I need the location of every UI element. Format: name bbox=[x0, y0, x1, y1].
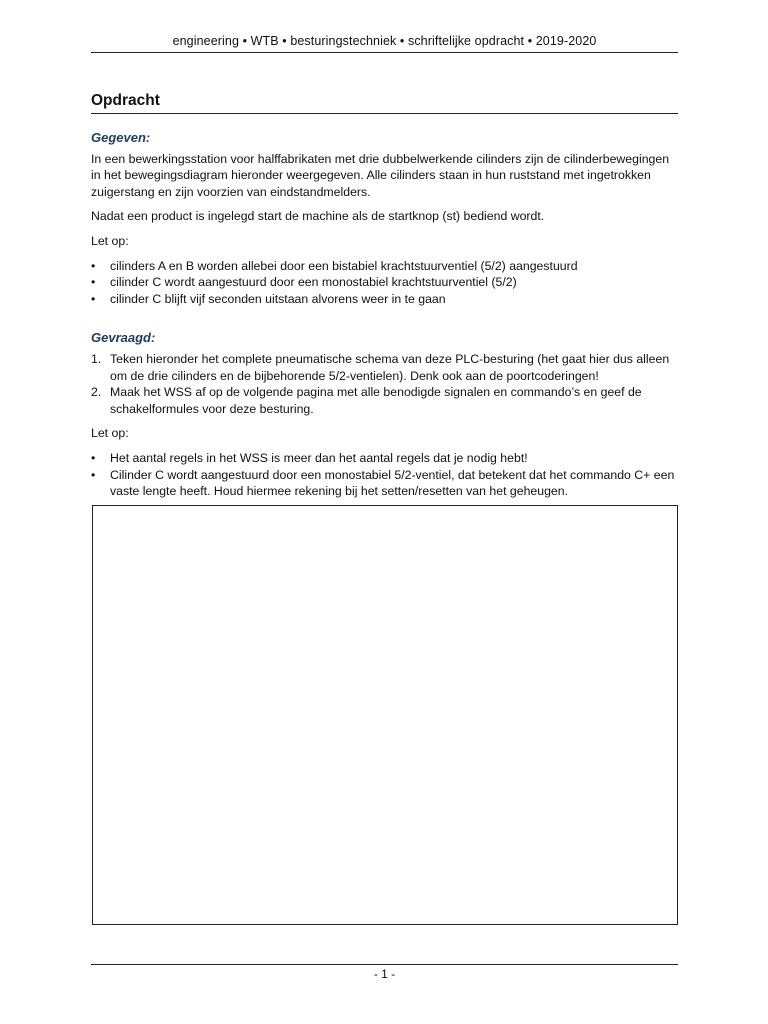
list-item bbox=[91, 291, 681, 308]
bullet-icon: • bbox=[91, 275, 96, 290]
page-header: engineering • WTB • besturingstechniek • schriftelijke opdracht • 2019-2020 bbox=[172, 34, 597, 48]
bullet-text: cilinder C wordt aangestuurd door een monostabiel krachtstuurventiel (5/2) bbox=[110, 275, 517, 290]
list-item bbox=[91, 450, 681, 467]
gegeven-bullet-list bbox=[91, 258, 681, 308]
gevraagd-bullet-list bbox=[91, 450, 681, 500]
bullet-icon: • bbox=[91, 450, 96, 465]
bullet-text: cilinders A en B worden allebei door een bistabiel krachtstuurventiel (5/2) aangestuurd bbox=[110, 258, 578, 273]
footer-divider bbox=[91, 964, 678, 965]
bullet-icon: • bbox=[91, 467, 96, 482]
list-item bbox=[91, 351, 681, 384]
title-divider bbox=[91, 113, 678, 114]
bullet-icon: • bbox=[91, 258, 96, 273]
list-item bbox=[91, 258, 681, 275]
step-text: Teken hieronder het complete pneumatische schema van deze PLC-besturing (het gaat hier dus alleen om de drie cilinders en de bijbehorende 5/2-ventielen). Denk ook aan de poortcoderingen! bbox=[110, 351, 670, 383]
bullet-text: cilinder C blijft vijf seconden uitstaan alvorens weer in te gaan bbox=[110, 291, 446, 306]
gegeven-intro: In een bewerkingsstation voor halffabrikaten met drie dubbelwerkende cilinders zijn de cilinderbewegingen in het bewegingsdiagram hieronder weergegeven. Alle cilinders staan in hun ruststand met ingetrokken zuigerstang en zijn voorzien van eindstandmelders. bbox=[91, 151, 670, 199]
bullet-text: Cilinder C wordt aangestuurd door een monostabiel 5/2-ventiel, dat betekent dat het commando C+ een vaste lengte heeft. Houd hiermee rekening bij het setten/resetten van het geheugen. bbox=[110, 467, 675, 499]
gegeven-note-label: Let op: bbox=[91, 233, 129, 248]
bullet-text: Het aantal regels in het WSS is meer dan het aantal regels dat je nodig hebt! bbox=[110, 450, 528, 465]
gevraagd-heading: Gevraagd: bbox=[91, 330, 156, 346]
header-divider bbox=[91, 52, 678, 53]
drawing-area[interactable] bbox=[92, 505, 678, 925]
step-number: 2. bbox=[91, 385, 102, 400]
bullet-icon: • bbox=[91, 291, 96, 306]
gegeven-start: Nadat een product is ingelegd start de machine als de startknop (st) bediend wordt. bbox=[91, 209, 545, 224]
list-item bbox=[91, 467, 681, 500]
list-item bbox=[91, 384, 681, 417]
section-title: Opdracht bbox=[91, 92, 160, 109]
gevraagd-step-list bbox=[91, 351, 681, 417]
page-number: - 1 - bbox=[373, 967, 396, 981]
assignment-content bbox=[91, 130, 681, 500]
step-number: 1. bbox=[91, 351, 102, 366]
list-item bbox=[91, 274, 681, 291]
gevraagd-note-label: Let op: bbox=[91, 426, 129, 441]
step-text: Maak het WSS af op de volgende pagina met alle benodigde signalen en commando’s en geef de schakelformules voor deze besturing. bbox=[110, 385, 642, 416]
gegeven-heading: Gegeven: bbox=[91, 130, 151, 145]
